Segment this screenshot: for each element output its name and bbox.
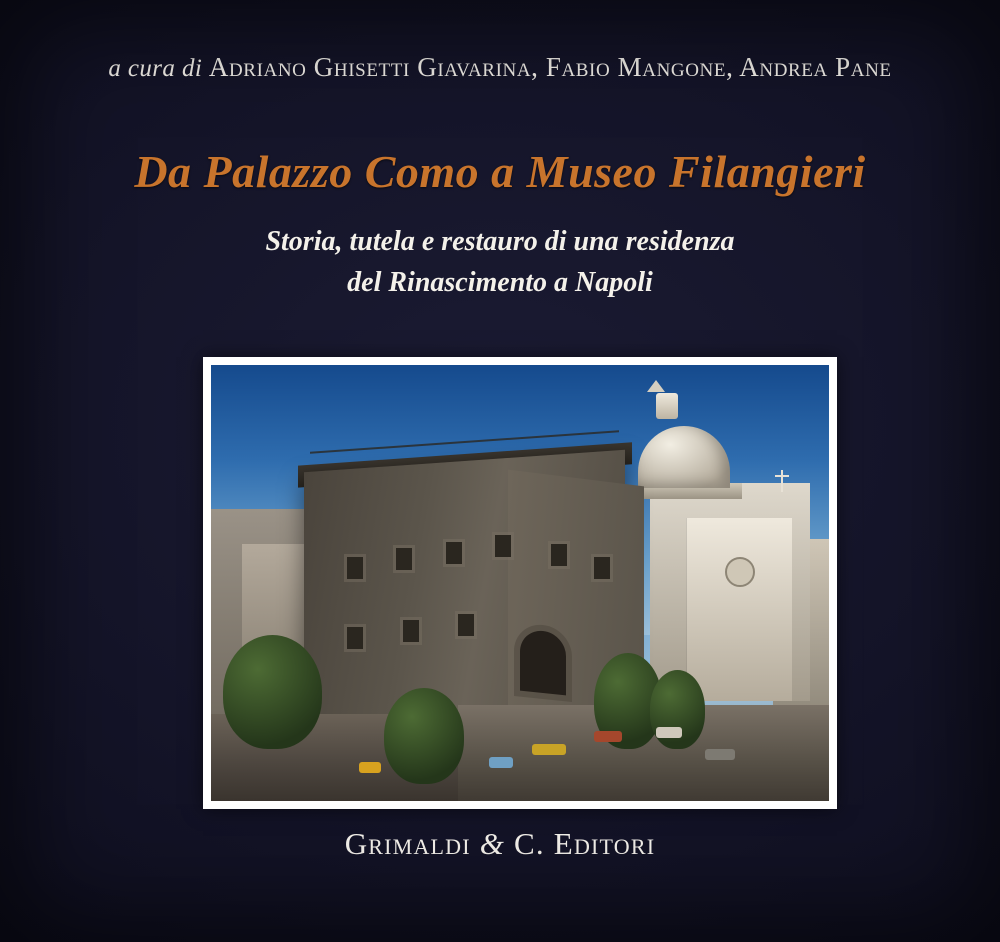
editors-prefix: a cura di <box>108 55 209 82</box>
publisher-part-2: C. Editori <box>505 826 656 861</box>
window <box>403 620 419 642</box>
subtitle-line-2: del Rinascimento a Napoli <box>347 266 653 298</box>
page-subtitle <box>0 222 1000 303</box>
editors-credit <box>0 52 1000 83</box>
tree <box>384 688 464 784</box>
window <box>458 614 474 636</box>
car <box>705 749 735 760</box>
subtitle-line-1: Storia, tutela e restauro di una residenza <box>265 226 735 257</box>
window <box>594 557 610 579</box>
window <box>396 548 412 570</box>
main-portal <box>520 629 566 696</box>
window <box>551 544 567 566</box>
car <box>359 762 381 773</box>
ampersand: & <box>479 826 506 861</box>
church-cross <box>781 470 783 492</box>
rose-window <box>725 557 755 587</box>
church-facade <box>686 518 792 701</box>
car <box>532 744 566 755</box>
car <box>489 757 513 768</box>
car <box>594 731 622 742</box>
car <box>656 727 682 738</box>
publisher-part-1: Grimaldi <box>344 826 480 861</box>
cover-photograph <box>211 365 829 801</box>
window <box>347 627 363 649</box>
window <box>347 557 363 579</box>
dome-lantern <box>656 393 678 419</box>
tree <box>223 635 322 748</box>
editors-names: Adriano Ghisetti Giavarina, Fabio Mangone, Andrea Pane <box>208 52 892 82</box>
cover-photo-frame <box>203 357 837 809</box>
page-title: Da Palazzo Como a Museo Filangieri <box>134 146 866 197</box>
window <box>495 535 511 557</box>
dome-lantern-cap <box>647 380 665 392</box>
publisher-name <box>0 826 1000 862</box>
window <box>446 542 462 564</box>
